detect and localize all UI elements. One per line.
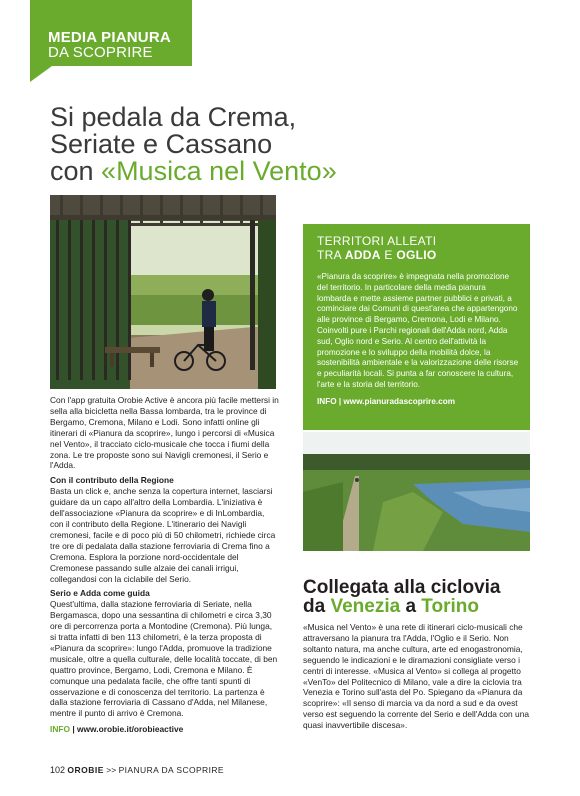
- headline-line-1: Si pedala da Crema,: [50, 102, 297, 132]
- sub-headline-mid: a: [400, 596, 422, 617]
- photo-cyclist-pergola: [50, 195, 276, 389]
- article-body-left: [50, 395, 280, 735]
- sub-headline-line-1: Collegata alla ciclovia: [303, 577, 501, 598]
- sub-headline-torino: Torino: [421, 596, 479, 617]
- subheading-regione: Con il contributo della Regione: [50, 475, 174, 486]
- page-number: 102: [50, 765, 66, 775]
- page-footer: [50, 765, 224, 775]
- sub-headline-venezia: Venezia: [330, 596, 401, 617]
- banner-line-2: DA SCOPRIRE: [48, 44, 153, 61]
- article-intro: Con l'app gratuita Orobie Active è ancora più facile mettersi in sella alla bicicletta nella Bassa lombarda, tra le province di Bergamo, Cremona, Milano e Lodi. Sono infatti online gli itinerari di «Pianura da scoprire», lungo i percorsi di «Musica nel Vento», il tracciato ciclo-musicale che tocca i fiumi della zona. Le tre proposte sono sui Navigli cremonesi, il Serio e l'Adda.: [50, 395, 279, 471]
- banner-tail: [30, 66, 52, 82]
- box-title-oglio: OGLIO: [396, 248, 437, 262]
- box-title-adda: ADDA: [344, 248, 381, 262]
- box-text: «Pianura da scoprire» è impegnata nella promozione del territorio. In particolare della media pianura lombarda e mette assieme partner pubblici e privati, a cominciare dai Comuni di quest'area che appartengono alle province di Bergamo, Cremona, Lodi e Milano. Coinvolti pure i Parchi regionali dell'Adda nord, Adda sud, Oglio nord e Serio. Al centro dell'attività la promozione e lo sviluppo della mobilità dolce, la sostenibilità ambientale e la valorizzazione delle risorse e peculiarità locali. Si punta a far conoscere la cultura, l'arte e la storia del territorio.: [317, 272, 519, 389]
- subheading-serio-adda: Serio e Adda come guida: [50, 588, 150, 599]
- box-title-pre: TRA: [317, 248, 345, 262]
- info-separator: |: [70, 724, 78, 735]
- banner-line-1: MEDIA PIANURA: [48, 29, 171, 46]
- article-headline: [50, 104, 550, 185]
- info-line-orobie: [50, 724, 280, 735]
- footer-separator: >>: [103, 765, 119, 775]
- article-body-right: «Musica nel Vento» è una rete di itinerari ciclo-musicali che attraversano la pianura tra l'Adda, l'Oglio e il Serio. Non soltanto natura, ma anche cultura, arte ed enogastronomia, seguendo le indicazioni e le diramazioni consigliate verso i centri di interesse. «Musica al Vento» si collega al progetto «VenTo» del Politecnico di Milano, vale a dire la ciclovia tra Venezia e Torino sull'asta del Po. Spiegano da «Pianura da scoprire»: «Il senso di marcia va da nord a sud e da ovest verso est seguendo la corrente del Serio e dell'Adda con una quasi inavvertibile discesa».: [303, 622, 530, 731]
- info-label: INFO: [50, 724, 71, 735]
- headline-highlight: «Musica nel Vento»: [101, 156, 337, 186]
- headline-line-3-pre: con: [50, 156, 102, 186]
- sub-headline-pre: da: [303, 596, 331, 617]
- headline-line-2: Seriate e Cassano: [50, 129, 273, 159]
- sidebar-box-territori: [303, 224, 530, 430]
- box-title-line-2: [317, 248, 520, 262]
- paragraph-serio-adda: Quest'ultima, dalla stazione ferroviaria di Seriate, nella Bergamasca, dopo una sessantina di chilometri e circa 3,30 ore di percorrenza porta a Montodine (Cremona). Più lunga, si tratta infatti di ben 113 chilometri, è la terza proposta di «Pianura da scoprire»: lungo l'Adda, promuove la tradizione musicale, oltre a quella culturale, delle località toccate, di ben quattro province, Bergamo, Lodi, Cremona e Milano. È comunque una pedalata facile, che offre tanti spunti di osservazione e di conoscenza del territorio. La partenza è dalla stazione ferroviaria di Cassano d'Adda, nel Milanese, mentre il punto di arrivo è Cremona.: [50, 599, 278, 719]
- section-banner: [30, 0, 192, 66]
- box-title-mid: E: [380, 248, 397, 262]
- info-url-orobie[interactable]: www.orobie.it/orobieactive: [77, 724, 184, 735]
- footer-section: PIANURA DA SCOPRIRE: [118, 765, 224, 775]
- sub-headline: [303, 578, 543, 616]
- paragraph-regione: Basta un click e, anche senza la copertura internet, lasciarsi guidare da un capo all'altro della Lombardia. L'iniziativa è dell'associazione «Pianura da scoprire» e di InLombardia, con il contributo della Regione. L'itinerario dei Navigli cremonesi, facile e di poco più di 50 chilometri, richiede circa tre ore di pedalata dalla stazione ferroviaria di Crema fino a Cremona. Esplora la porzione nord-occidentale del Cremonese passando sulle alzaie dei canali irrigui, collegandosi con la ciclabile del Serio.: [50, 486, 276, 584]
- box-info-link[interactable]: INFO | www.pianuradascoprire.com: [317, 396, 456, 406]
- box-title-line-1: TERRITORI ALLEATI: [317, 234, 437, 248]
- magazine-name: OROBIE: [67, 765, 104, 775]
- photo-river-path: [303, 432, 530, 551]
